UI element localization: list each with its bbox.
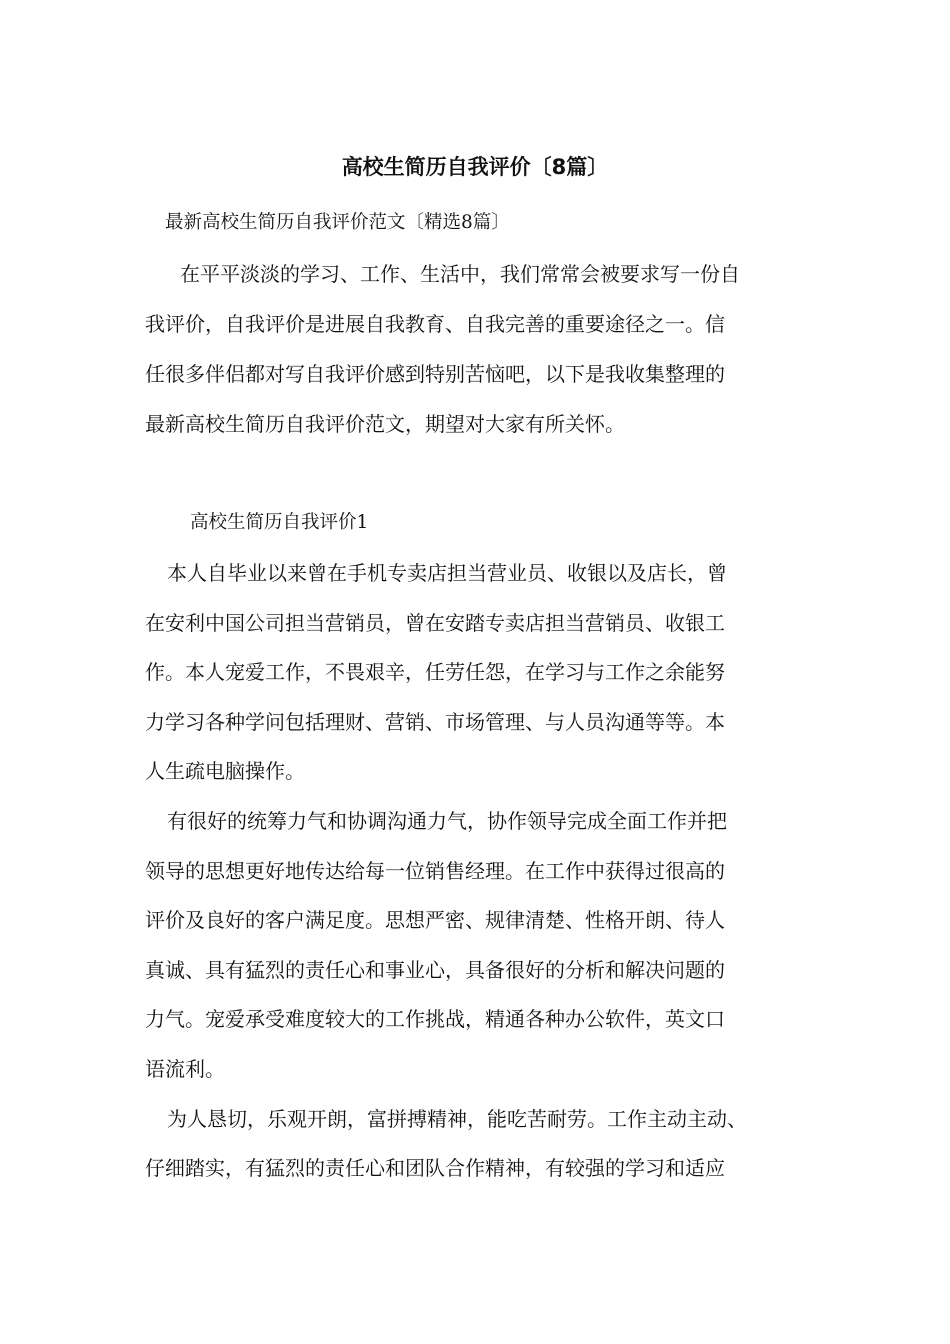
paragraph2-line-5: 力气。宠爱承受难度较大的工作挑战，精通各种办公软件，英文口 — [145, 1007, 725, 1031]
section-heading-1: 高校生简历自我评价1 — [190, 512, 369, 533]
paragraph1-line-5: 人生疏电脑操作。 — [145, 759, 305, 783]
paragraph3-line-2: 仔细踏实，有猛烈的责任心和团队合作精神，有较强的学习和适应 — [145, 1156, 725, 1180]
intro-line-4: 最新高校生简历自我评价范文，期望对大家有所关怀。 — [145, 412, 625, 436]
paragraph2-line-6: 语流利。 — [145, 1057, 225, 1081]
paragraph1-line-2: 在安利中国公司担当营销员，曾在安踏专卖店担当营销员、收银工 — [145, 611, 725, 635]
paragraph3-line-1: 为人恳切，乐观开朗，富拼搏精神，能吃苦耐劳。工作主动主动、 — [167, 1107, 747, 1131]
paragraph2-line-4: 真诚、具有猛烈的责任心和事业心，具备很好的分析和解决问题的 — [145, 958, 725, 982]
document-subtitle: 最新高校生简历自我评价范文〔精选8篇〕 — [165, 212, 510, 233]
paragraph2-line-3: 评价及良好的客户满足度。思想严密、规律清楚、性格开朗、待人 — [145, 908, 725, 932]
document-title: 高校生简历自我评价〔8篇〕 — [341, 155, 609, 179]
intro-line-2: 我评价，自我评价是进展自我教育、自我完善的重要途径之一。信 — [145, 312, 725, 336]
intro-line-3: 任很多伴侣都对写自我评价感到特别苦恼吧，以下是我收集整理的 — [145, 362, 725, 386]
paragraph1-line-3: 作。本人宠爱工作，不畏艰辛，任劳任怨，在学习与工作之余能努 — [145, 660, 725, 684]
paragraph1-line-4: 力学习各种学问包括理财、营销、市场管理、与人员沟通等等。本 — [145, 710, 725, 734]
paragraph2-line-1: 有很好的统筹力气和协调沟通力气，协作领导完成全面工作并把 — [167, 809, 727, 833]
intro-line-1: 在平平淡淡的学习、工作、生活中，我们常常会被要求写一份自 — [180, 262, 740, 286]
paragraph2-line-2: 领导的思想更好地传达给每一位销售经理。在工作中获得过很高的 — [145, 859, 725, 883]
paragraph1-line-1: 本人自毕业以来曾在手机专卖店担当营业员、收银以及店长，曾 — [167, 561, 727, 585]
